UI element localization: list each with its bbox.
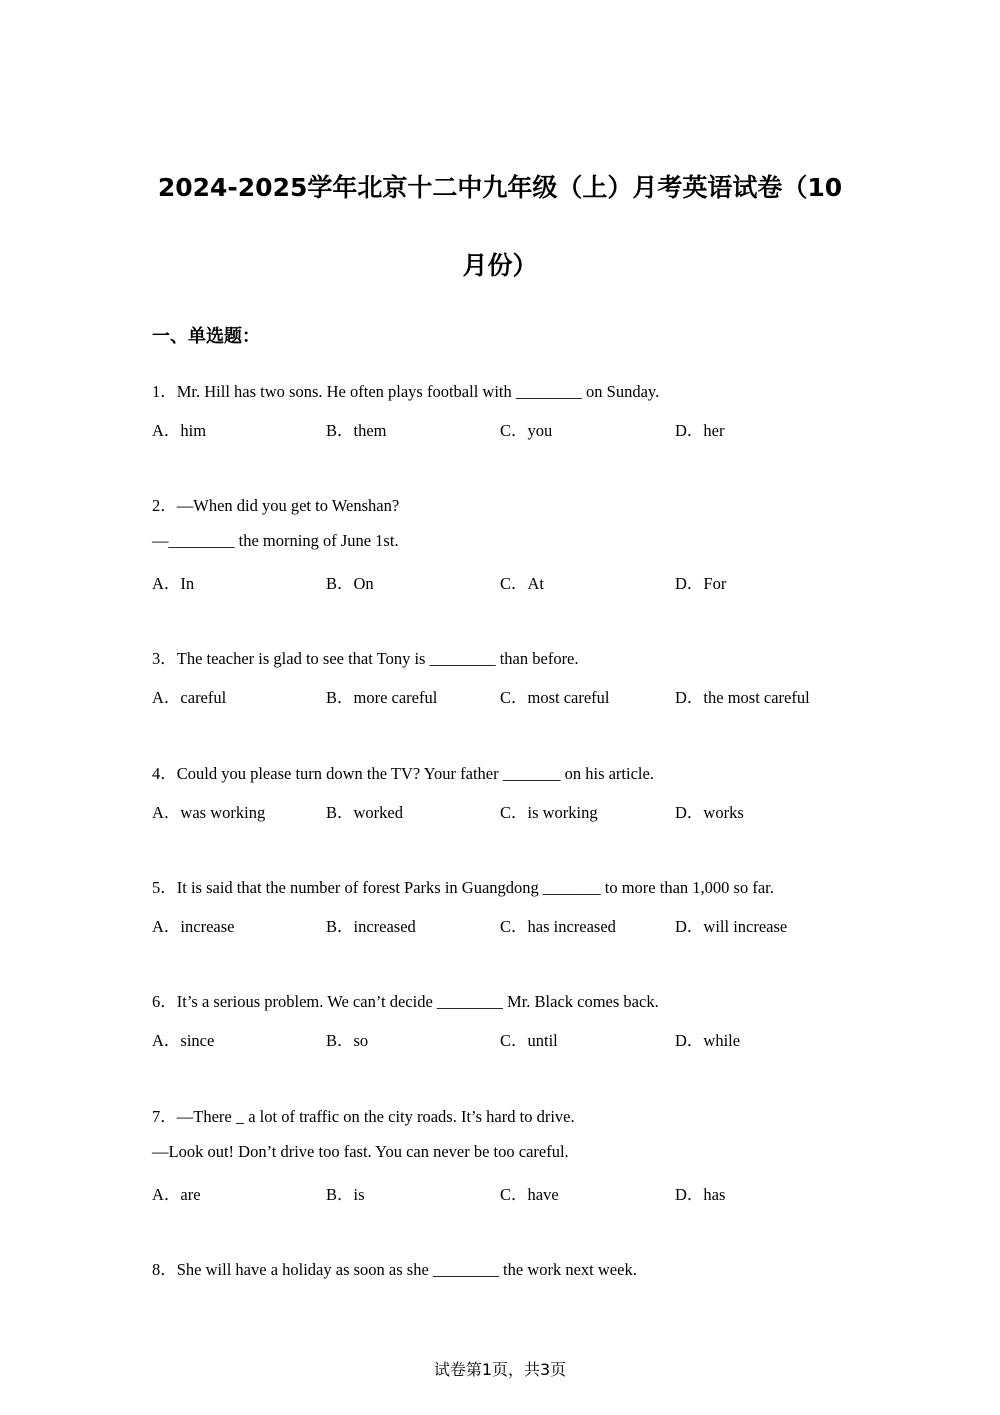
question-4-option-d[interactable]: D．works <box>675 803 744 822</box>
question-1-option-d[interactable]: D．her <box>675 421 725 440</box>
question-2-stem: 2．—When did you get to Wenshan? <box>152 496 400 515</box>
question-6-option-d[interactable]: D．while <box>675 1031 741 1050</box>
question-8-stem: 8．She will have a holiday as soon as she ________ the work next week. <box>152 1260 637 1279</box>
question-6-option-a[interactable]: A．since <box>152 1031 215 1050</box>
section-heading: 一、单选题： <box>152 326 260 347</box>
question-5-option-c[interactable]: C．has increased <box>500 917 616 936</box>
question-7-option-b[interactable]: B．is <box>326 1185 365 1204</box>
page-footer: 试卷第1页，共3页 <box>433 1360 567 1379</box>
question-7-option-a[interactable]: A．are <box>152 1185 201 1204</box>
question-6-option-b[interactable]: B．so <box>326 1031 369 1050</box>
question-3-option-b[interactable]: B．more careful <box>326 688 438 707</box>
question-3-option-a[interactable]: A．careful <box>152 688 227 707</box>
question-6-option-c[interactable]: C．until <box>500 1031 558 1050</box>
question-2-option-c[interactable]: C．At <box>500 574 545 593</box>
question-7-option-c[interactable]: C．have <box>500 1185 559 1204</box>
question-2-option-d[interactable]: D．For <box>675 574 727 593</box>
question-7-stem-line-2: —Look out! Don’t drive too fast. You can never be too careful. <box>152 1142 569 1161</box>
exam-title-line-2: 月份） <box>462 251 538 280</box>
question-4-stem: 4．Could you please turn down the TV? Your father _______ on his article. <box>152 764 654 783</box>
question-1-option-b[interactable]: B．them <box>326 421 387 440</box>
question-2-stem-line-2: —________ the morning of June 1st. <box>152 531 399 550</box>
question-5-stem: 5．It is said that the number of forest Parks in Guangdong _______ to more than 1,000 so far. <box>152 878 774 897</box>
question-3-option-d[interactable]: D．the most careful <box>675 688 810 707</box>
question-4-option-b[interactable]: B．worked <box>326 803 403 822</box>
question-1-stem: 1．Mr. Hill has two sons. He often plays football with ________ on Sunday. <box>152 382 660 401</box>
question-3-option-c[interactable]: C．most careful <box>500 688 610 707</box>
question-5-option-b[interactable]: B．increased <box>326 917 416 936</box>
question-7-option-d[interactable]: D．has <box>675 1185 726 1204</box>
exam-title-line-1: 2024-2025学年北京十二中九年级（上）月考英语试卷（10 <box>157 173 843 202</box>
question-5-option-a[interactable]: A．increase <box>152 917 235 936</box>
question-2-option-b[interactable]: B．On <box>326 574 374 593</box>
question-4-option-a[interactable]: A．was working <box>152 803 266 822</box>
question-3-stem: 3．The teacher is glad to see that Tony is ________ than before. <box>152 649 579 668</box>
question-1-option-c[interactable]: C．you <box>500 421 553 440</box>
question-4-option-c[interactable]: C．is working <box>500 803 598 822</box>
question-2-option-a[interactable]: A．In <box>152 574 195 593</box>
question-6-stem: 6．It’s a serious problem. We can’t decide ________ Mr. Black comes back. <box>152 992 659 1011</box>
question-7-stem: 7．—There _ a lot of traffic on the city roads. It’s hard to drive. <box>152 1107 575 1126</box>
question-1-option-a[interactable]: A．him <box>152 421 207 440</box>
question-5-option-d[interactable]: D．will increase <box>675 917 788 936</box>
